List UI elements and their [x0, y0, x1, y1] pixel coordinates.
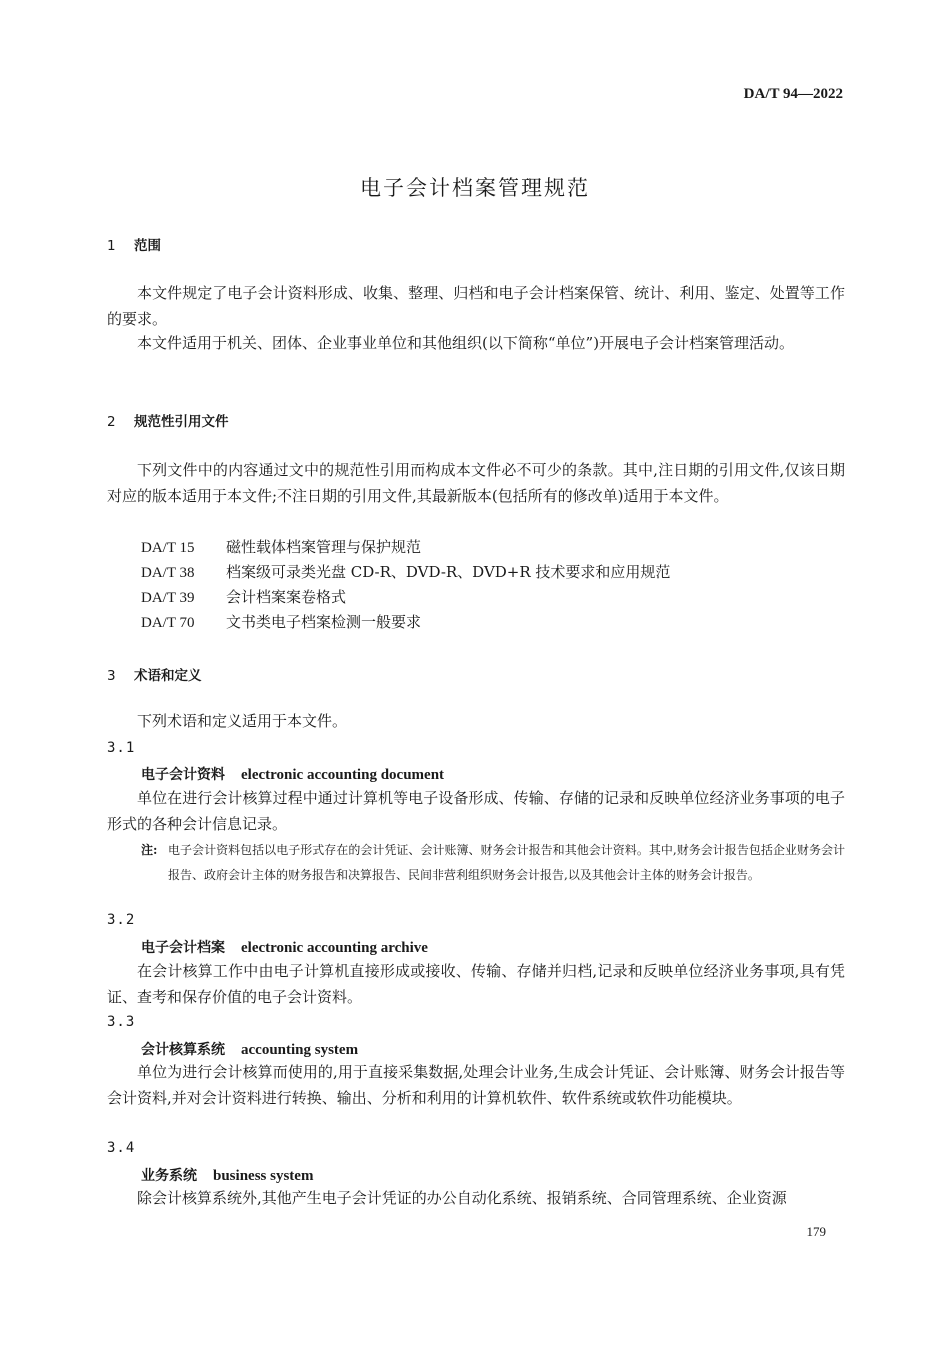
section-1-paragraph-2: 本文件适用于机关、团体、企业事业单位和其他组织(以下简称“单位”)开展电子会计档案管理活动。: [137, 334, 795, 352]
section-title: 术语和定义: [134, 668, 202, 684]
term-heading: [141, 937, 428, 957]
note-text: 电子会计资料包括以电子形式存在的会计凭证、会计账簿、财务会计报告和其他会计资料。其中,财务会计报告包括企业财务会计报告、政府会计主体的财务报告和决算报告、民间非营利组织财务会计报告,以及其他会计主体的财务会计报告。: [168, 843, 845, 882]
term-definition: 除会计核算系统外,其他产生电子会计凭证的办公自动化系统、报销系统、合同管理系统、企业资源: [137, 1189, 787, 1207]
term-chinese: 业务系统: [141, 1168, 197, 1184]
normative-reference: [141, 536, 421, 557]
reference-code: DA/T 15: [141, 540, 195, 556]
normative-reference: [141, 611, 421, 632]
term-chinese: 电子会计档案: [141, 940, 225, 956]
section-2-intro: 下列文件中的内容通过文中的规范性引用而构成本文件必不可少的条款。其中,注日期的引用文件,仅该日期对应的版本适用于本文件;不注日期的引用文件,其最新版本(包括所有的修改单)适用于本文件。: [107, 461, 845, 505]
term-number: 3.3: [107, 1014, 136, 1030]
term-definition: 单位为进行会计核算而使用的,用于直接采集数据,处理会计业务,生成会计凭证、会计账簿、财务会计报告等会计资料,并对会计资料进行转换、输出、分析和利用的计算机软件、软件系统或软件功能模块。: [107, 1063, 845, 1107]
section-2-heading: [107, 410, 229, 430]
term-definition: 在会计核算工作中由电子计算机直接形成或接收、传输、存储并归档,记录和反映单位经济业务事项,具有凭证、查考和保存价值的电子会计资料。: [107, 962, 845, 1006]
reference-code: DA/T 38: [141, 565, 195, 581]
term-heading: [141, 1039, 358, 1059]
term-number: 3.2: [107, 912, 136, 928]
standard-code: DA/T 94—2022: [743, 86, 843, 102]
section-number: 3: [107, 668, 116, 684]
term-english: electronic accounting archive: [241, 940, 428, 956]
section-title: 规范性引用文件: [134, 414, 229, 430]
section-3-intro: 下列术语和定义适用于本文件。: [137, 712, 348, 730]
normative-reference: [141, 586, 346, 607]
term-heading: [141, 764, 444, 784]
term-number: 3.4: [107, 1140, 136, 1156]
term-definition: 单位在进行会计核算过程中通过计算机等电子设备形成、传输、存储的记录和反映单位经济业务事项的电子形式的各种会计信息记录。: [107, 789, 845, 833]
note-label: 注:: [141, 843, 158, 857]
term-chinese: 会计核算系统: [141, 1042, 225, 1058]
reference-title: 文书类电子档案检测一般要求: [226, 613, 422, 631]
section-title: 范围: [134, 238, 161, 254]
reference-code: DA/T 39: [141, 590, 195, 606]
section-number: 1: [107, 238, 116, 254]
term-english: accounting system: [241, 1042, 359, 1058]
section-1-heading: [107, 234, 161, 254]
section-3-heading: [107, 664, 202, 684]
term-heading: [141, 1165, 313, 1185]
reference-code: DA/T 70: [141, 615, 195, 631]
reference-title: 档案级可录类光盘 CD-R、DVD-R、DVD+R 技术要求和应用规范: [226, 563, 671, 581]
term-english: business system: [213, 1168, 314, 1184]
section-number: 2: [107, 414, 116, 430]
page-number: 179: [806, 1224, 826, 1239]
reference-title: 会计档案案卷格式: [226, 588, 347, 606]
reference-title: 磁性载体档案管理与保护规范: [226, 538, 422, 556]
section-1-paragraph-1: 本文件规定了电子会计资料形成、收集、整理、归档和电子会计档案保管、统计、利用、鉴定、处置等工作的要求。: [107, 284, 845, 328]
normative-reference: [141, 561, 670, 582]
document-title: 电子会计档案管理规范: [360, 176, 590, 200]
term-number: 3.1: [107, 740, 136, 756]
term-english: electronic accounting document: [241, 767, 445, 783]
term-chinese: 电子会计资料: [141, 767, 225, 783]
term-note: [141, 838, 845, 888]
